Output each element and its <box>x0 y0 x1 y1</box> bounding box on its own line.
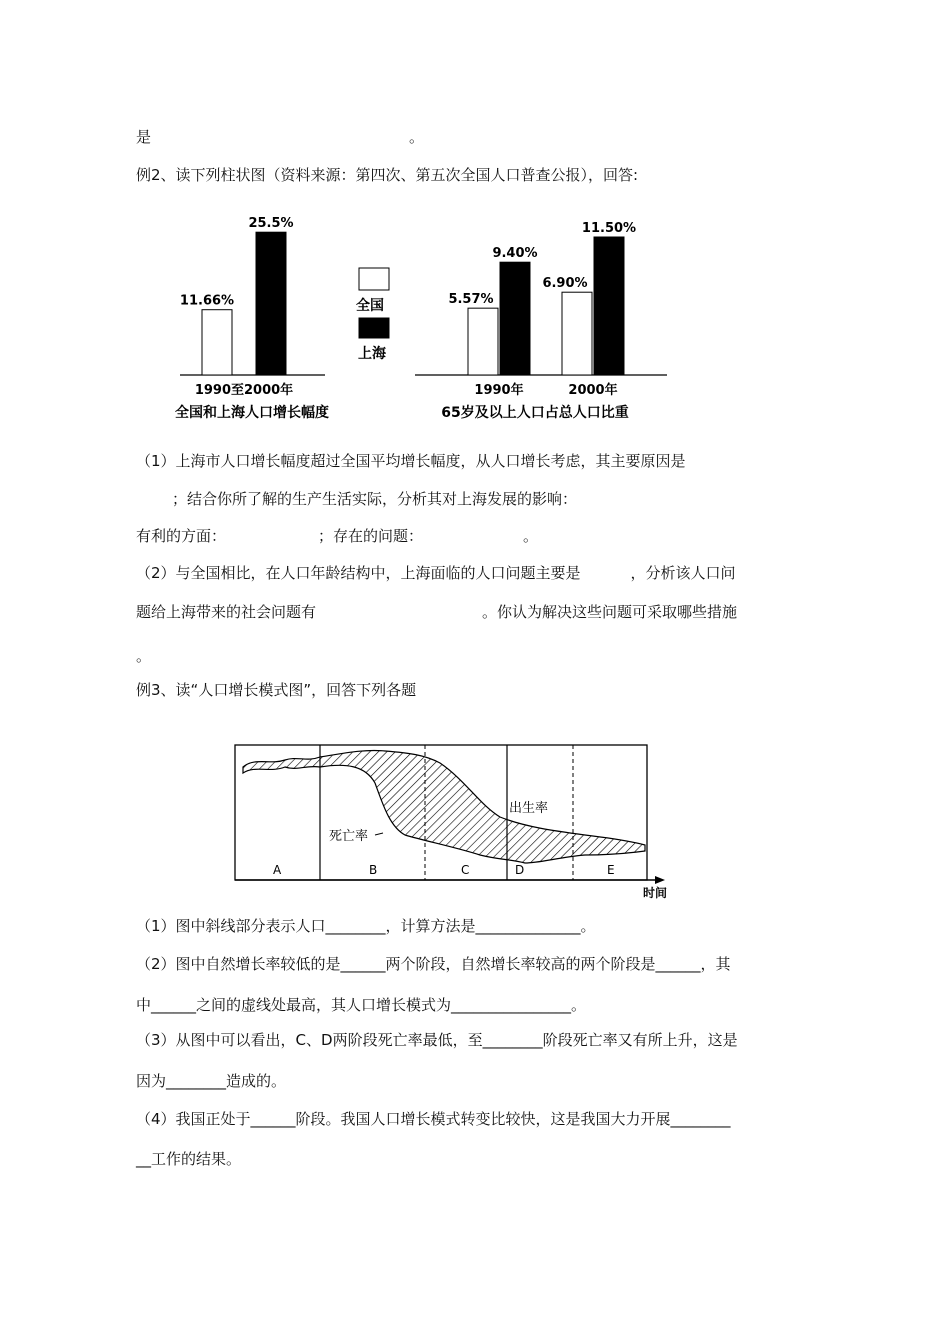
question-3-2a: （2）图中自然增长率较低的是______两个阶段，自然增长率较高的两个阶段是______，其 <box>136 955 731 973</box>
stage-label-c: C <box>461 863 470 877</box>
text-q2b2: 。你认为解决这些问题可采取哪些措施 <box>482 603 738 621</box>
stage-label-e: E <box>607 863 615 877</box>
example-2-heading: 例2、读下列柱状图（资料来源：第四次、第五次全国人口普查公报），回答: <box>136 166 639 184</box>
chart-legend <box>350 262 400 367</box>
question-2-2b <box>136 602 737 622</box>
text-advantage: 有利的方面： <box>136 527 227 545</box>
legend-label-shanghai: 上海 <box>358 346 386 362</box>
population-growth-model-diagram <box>225 735 675 905</box>
question-3-3b: 因为________造成的。 <box>136 1072 287 1090</box>
bar-上海-1990至2000年 <box>256 232 286 375</box>
stage-label-b: B <box>369 863 378 877</box>
question-2-2c: 。 <box>136 647 152 665</box>
question-3-4a: （4）我国正处于______阶段。我国人口增长模式转变比较快，这是我国大力开展________ <box>136 1110 731 1128</box>
data-label-上海-1990至2000年: 25.5% <box>248 216 294 232</box>
text-period: 。 <box>523 527 539 545</box>
birth-rate-label: 出生率 <box>509 801 549 816</box>
legend-swatch-shanghai <box>359 318 389 338</box>
text-problem: ；存在的问题： <box>318 527 424 545</box>
bar-上海-1990年 <box>500 262 530 375</box>
data-label-全国-1990年: 5.57% <box>448 292 494 308</box>
bar-上海-2000年 <box>594 237 624 375</box>
question-3-2b: 中______之间的虚线处最高，其人口增长模式为________________。 <box>136 996 587 1014</box>
data-label-全国-1990至2000年: 11.66% <box>179 293 235 309</box>
question-2-1a: （1）上海市人口增长幅度超过全国平均增长幅度，从人口增长考虑，其主要原因是 <box>136 452 686 470</box>
data-label-全国-2000年: 6.90% <box>542 276 588 292</box>
example-3-heading: 例3、读“人口增长模式图”，回答下列各题 <box>136 681 417 699</box>
data-label-上海-1990年: 9.40% <box>492 246 538 262</box>
time-axis-label: 时间 <box>643 886 668 900</box>
category-label: 2000年 <box>568 383 618 398</box>
text-q2a2: ，分析该人口问 <box>630 564 736 582</box>
text-q2b1: 题给上海带来的社会问题有 <box>136 603 317 621</box>
question-3-3a: （3）从图中可以看出，C、D两阶段死亡率最低，至________阶段死亡率又有所上升，这是 <box>136 1031 738 1049</box>
chart-title: 全国和上海人口增长幅度 <box>175 405 329 421</box>
question-2-2a <box>136 563 736 583</box>
time-axis-arrow-icon <box>655 876 665 884</box>
question-3-1: （1）图中斜线部分表示人口________，计算方法是______________。 <box>136 917 596 935</box>
death-rate-label: 死亡率 <box>329 829 369 844</box>
bar-chart-population-growth <box>150 205 370 430</box>
text-shi: 是 <box>136 128 152 146</box>
category-label: 1990至2000年 <box>194 383 294 398</box>
question-3-4b: __工作的结果。 <box>136 1150 242 1168</box>
chart-title: 65岁及以上人口占总人口比重 <box>441 405 629 421</box>
text-period: 。 <box>409 128 425 146</box>
natural-growth-band <box>243 750 645 863</box>
category-label: 1990年 <box>474 383 524 398</box>
bar-全国-1990至2000年 <box>202 310 232 375</box>
bar-全国-2000年 <box>562 292 592 375</box>
legend-label-national: 全国 <box>356 298 384 314</box>
bar-全国-1990年 <box>468 308 498 375</box>
question-2-1b: ；结合你所了解的生产生活实际，分析其对上海发展的影响： <box>172 490 578 508</box>
question-2-1c <box>136 526 538 546</box>
bar-chart-elderly-ratio <box>410 205 680 430</box>
death-rate-pointer <box>375 833 383 835</box>
answer-line-1 <box>136 127 424 147</box>
data-label-上海-2000年: 11.50% <box>581 221 637 236</box>
legend-swatch-national <box>359 268 389 290</box>
stage-label-a: A <box>273 863 282 877</box>
stage-label-d: D <box>515 863 525 877</box>
text-q2a1: （2）与全国相比，在人口年龄结构中，上海面临的人口问题主要是 <box>136 564 581 582</box>
